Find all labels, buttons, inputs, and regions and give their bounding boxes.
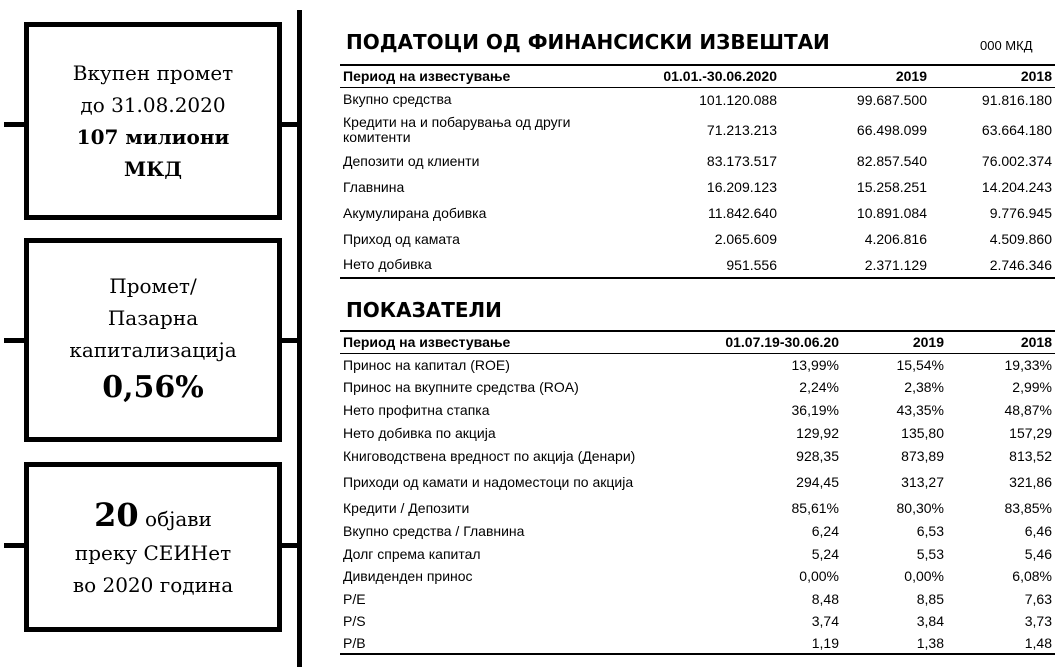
cell-value: 82.857.540	[856, 153, 927, 169]
financial-table	[340, 64, 1055, 279]
table-row	[340, 610, 1055, 632]
cell-value: 15.258.251	[856, 179, 927, 195]
row-label: Приходи од камати и надоместоци по акција	[343, 473, 634, 490]
column-header: 01.07.19-30.06.20	[700, 331, 842, 353]
row-label: Вкупно средства	[343, 91, 452, 108]
table-row	[340, 174, 1055, 200]
turnover-ratio-box	[24, 238, 282, 442]
cell-value: 1,19	[700, 632, 842, 654]
financial-unit: 000 МКД	[980, 38, 1033, 53]
cell-value: 99.687.500	[856, 91, 927, 108]
financial-title: ПОДАТОЦИ ОД ФИНАНСИСКИ ИЗВЕШТАИ	[346, 30, 830, 54]
row-label: P/S	[343, 613, 366, 629]
ratio-label-3: капитализација	[69, 338, 237, 362]
column-header: Период на известување	[340, 65, 630, 87]
connector-1	[282, 122, 299, 127]
column-header: 2018	[947, 331, 1055, 353]
announcements-line-1	[29, 493, 277, 537]
cell-value: 8,48	[811, 590, 839, 607]
cell-value: 83.173.517	[706, 153, 777, 169]
column-header: Период на известување	[340, 331, 700, 353]
cell-value: 4.206.816	[864, 231, 927, 247]
row-label: Долг спрема капитал	[343, 545, 481, 562]
row-label: P/E	[343, 590, 366, 607]
cell-value: 19,33%	[1004, 356, 1052, 373]
row-label: Депозити од клиенти	[343, 152, 480, 169]
cell-value: 15,54%	[896, 356, 944, 373]
table-row	[340, 542, 1055, 565]
cell-value: 2,99%	[1012, 379, 1052, 395]
cell-value: 0,00%	[799, 568, 839, 584]
cell-value: 9.776.945	[989, 205, 1052, 221]
cell-value: 2.746.346	[930, 252, 1055, 278]
row-label: Дивиденден принос	[343, 568, 473, 584]
cell-value: 1,48	[947, 632, 1055, 654]
table-row	[340, 112, 1055, 148]
announcements-box	[24, 462, 282, 632]
cell-value: 5,46	[1024, 545, 1052, 562]
row-label: Принос на капитал (ROE)	[343, 356, 510, 373]
cell-value: 6,53	[916, 523, 944, 539]
turnover-value: 107 милиони	[76, 125, 230, 149]
cell-value: 2.065.609	[714, 231, 777, 247]
cell-value: 951.556	[630, 252, 780, 278]
cell-value: 83,85%	[1004, 500, 1052, 516]
table-row	[340, 398, 1055, 421]
cell-value: 6,08%	[1012, 568, 1052, 584]
row-label: Приход од камата	[343, 230, 460, 247]
announcements-count-suffix: објави	[138, 507, 212, 531]
column-header: 01.01.-30.06.2020	[630, 65, 780, 87]
cell-value: 3,74	[811, 613, 839, 629]
cell-value: 3,84	[916, 613, 944, 629]
cell-value: 2,24%	[799, 379, 839, 395]
cell-value: 48,87%	[1004, 401, 1052, 418]
cell-value: 6,46	[1024, 523, 1052, 539]
table-row	[340, 520, 1055, 542]
cell-value: 294,45	[796, 473, 839, 490]
cell-value: 16.209.123	[706, 179, 777, 195]
table-row	[340, 421, 1055, 444]
left-tick-1	[4, 122, 24, 127]
cell-value: 11.842.640	[707, 205, 777, 221]
table-row	[340, 376, 1055, 398]
cell-value: 2.371.129	[780, 252, 930, 278]
cell-value: 157,29	[1009, 424, 1052, 441]
table-row	[340, 200, 1055, 226]
row-label: Принос на вкупните средства (ROA)	[343, 379, 579, 395]
cell-value: 4.509.860	[989, 231, 1052, 247]
cell-value: 6,24	[811, 523, 839, 539]
cell-value: 36,19%	[791, 401, 839, 418]
announcements-line-3: во 2020 година	[72, 573, 234, 597]
connector-2	[282, 338, 299, 343]
cell-value: 1,38	[842, 632, 947, 654]
cell-value: 101.120.088	[699, 91, 777, 108]
cell-value: 63.664.180	[981, 122, 1052, 138]
cell-value: 321,86	[1009, 473, 1052, 490]
cell-value: 5,24	[811, 545, 839, 562]
cell-value: 813,52	[1009, 447, 1052, 464]
cell-value: 873,89	[901, 447, 944, 464]
row-label: Нето добивка по акција	[343, 424, 496, 441]
column-header: 2019	[780, 65, 930, 87]
cell-value: 928,35	[796, 447, 839, 464]
table-row	[340, 587, 1055, 610]
cell-value: 66.498.099	[856, 122, 927, 138]
ratio-value: 0,56%	[102, 370, 204, 405]
left-tick-2	[4, 338, 24, 343]
row-label: Вкупно средства / Главнина	[343, 523, 525, 539]
turnover-label-1: Вкупен промет	[72, 61, 234, 85]
table-row	[340, 444, 1055, 467]
cell-value: 0,00%	[904, 568, 944, 584]
turnover-label-2: до 31.08.2020	[80, 93, 226, 117]
cell-value: 135,80	[901, 424, 944, 441]
column-header: 2018	[930, 65, 1055, 87]
table-row	[340, 496, 1055, 520]
cell-value: 13,99%	[791, 356, 839, 373]
cell-value: 80,30%	[896, 500, 944, 516]
cell-value: 129,92	[796, 424, 839, 441]
table-header-row	[340, 331, 1055, 353]
indicators-table	[340, 330, 1055, 655]
table-row	[340, 565, 1055, 587]
table-row	[340, 632, 1055, 654]
turnover-currency: МКД	[123, 157, 183, 181]
table-row	[340, 353, 1055, 376]
cell-value: 313,27	[901, 473, 944, 490]
cell-value: 43,35%	[896, 401, 944, 418]
cell-value: 8,85	[916, 590, 944, 607]
row-label: Книговодствена вредност по акција (Денари)	[343, 447, 636, 464]
cell-value: 5,53	[916, 545, 944, 562]
table-row	[340, 226, 1055, 252]
turnover-box	[24, 22, 282, 220]
cell-value: 2,38%	[904, 379, 944, 395]
table-row	[340, 87, 1055, 112]
cell-value: 71.213.213	[706, 122, 777, 138]
row-label: Главнина	[343, 178, 405, 195]
connector-3	[282, 543, 299, 548]
table-row	[340, 252, 1055, 278]
row-label: P/B	[340, 632, 700, 654]
row-label: Нето профитна стапка	[343, 401, 490, 418]
indicators-title: ПОКАЗАТЕЛИ	[346, 298, 502, 322]
table-row	[340, 148, 1055, 174]
row-label: Кредити / Депозити	[343, 500, 470, 516]
left-tick-3	[4, 543, 24, 548]
cell-value: 10.891.084	[856, 205, 927, 221]
cell-value: 91.816.180	[981, 91, 1052, 108]
cell-value: 7,63	[1024, 590, 1052, 607]
announcements-count: 20	[94, 496, 139, 534]
column-header: 2019	[842, 331, 947, 353]
cell-value: 76.002.374	[981, 153, 1052, 169]
ratio-label-2: Пазарна	[107, 306, 199, 330]
table-row	[340, 467, 1055, 496]
cell-value: 85,61%	[791, 500, 839, 516]
cell-value: 14.204.243	[981, 179, 1052, 195]
row-label: Акумулирана добивка	[343, 204, 487, 221]
row-label: Кредити на и побарувања од други комитенти	[343, 114, 571, 145]
ratio-label-1: Промет/	[109, 274, 197, 298]
row-label: Нето добивка	[340, 252, 630, 278]
table-header-row	[340, 65, 1055, 87]
announcements-line-2: преку СЕИНет	[74, 541, 232, 565]
cell-value: 3,73	[1024, 613, 1052, 629]
